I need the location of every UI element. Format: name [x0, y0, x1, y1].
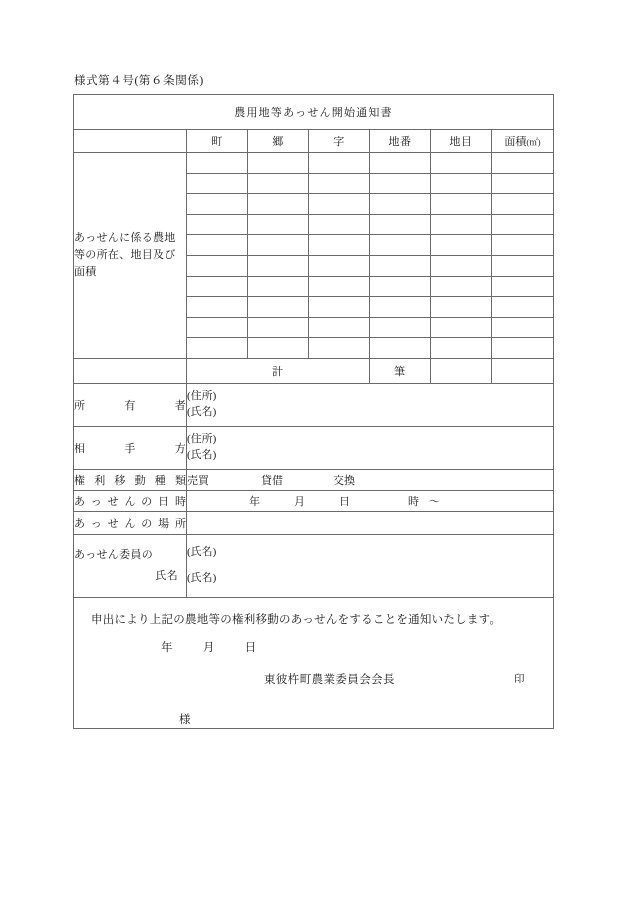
cell-village[interactable]: [248, 276, 309, 297]
cell-town[interactable]: [187, 255, 248, 276]
owner-name-label: (氏名): [187, 405, 217, 418]
footer-block: [74, 597, 554, 728]
schedule-hour: 時: [408, 495, 419, 508]
totals-row: [74, 358, 554, 383]
cell-town[interactable]: [187, 276, 248, 297]
cell-village[interactable]: [248, 214, 309, 235]
seal-icon: 印: [514, 673, 525, 685]
cell-town[interactable]: [187, 214, 248, 235]
cell-village[interactable]: [248, 194, 309, 215]
mediator-name-label-1: (氏名): [187, 546, 217, 559]
cell-area[interactable]: [492, 194, 554, 215]
schedule-month: 月: [294, 495, 305, 508]
total-label: 計: [187, 358, 370, 383]
owner-row: [74, 383, 554, 426]
column-header-town: 町: [187, 130, 248, 153]
schedule-label: あっせんの日時: [74, 490, 187, 511]
cell-aza[interactable]: [309, 297, 370, 318]
cell-area[interactable]: [492, 214, 554, 235]
place-label: あっせんの場所: [74, 511, 187, 534]
total-count-unit: 筆: [370, 358, 431, 383]
cell-area[interactable]: [492, 235, 554, 256]
cell-town[interactable]: [187, 338, 248, 359]
cell-town[interactable]: [187, 194, 248, 215]
cell-aza[interactable]: [309, 317, 370, 338]
land-entry-row[interactable]: [74, 153, 554, 174]
footer-day: 日: [244, 641, 257, 654]
cell-aza[interactable]: [309, 276, 370, 297]
cell-village[interactable]: [248, 338, 309, 359]
form-number-label: 様式第４号(第６条関係): [74, 75, 204, 87]
counterparty-address-label: (住所): [187, 433, 217, 445]
counterparty-name-label: (氏名): [187, 448, 217, 461]
schedule-row: [74, 490, 554, 511]
cell-lot-number[interactable]: [370, 276, 431, 297]
cell-aza[interactable]: [309, 153, 370, 174]
cell-town[interactable]: [187, 173, 248, 194]
mediators-label-line2: 氏名: [155, 569, 178, 582]
owner-value-cell[interactable]: [187, 383, 554, 426]
cell-town[interactable]: [187, 317, 248, 338]
cell-aza[interactable]: [309, 173, 370, 194]
option-sale[interactable]: 売買: [187, 474, 209, 487]
cell-land-category[interactable]: [431, 317, 492, 338]
owner-address-label: (住所): [187, 390, 217, 402]
cell-land-category[interactable]: [431, 338, 492, 359]
cell-land-category[interactable]: [431, 153, 492, 174]
counterparty-label: 相 手 方: [74, 426, 187, 469]
footer-addressee-suffix: 様: [179, 713, 191, 726]
footer-year: 年: [161, 641, 173, 654]
mediators-value-cell[interactable]: [187, 534, 554, 597]
total-area-cell[interactable]: [492, 358, 554, 383]
rights-transfer-label: 権利移動種類: [74, 469, 187, 490]
cell-village[interactable]: [248, 255, 309, 276]
cell-lot-number[interactable]: [370, 235, 431, 256]
schedule-tilde: ～: [429, 495, 440, 508]
total-land-category-cell[interactable]: [431, 358, 492, 383]
cell-aza[interactable]: [309, 338, 370, 359]
mediators-label: [74, 534, 187, 597]
column-header-aza: 字: [309, 130, 370, 153]
land-section-header-blank: [74, 130, 187, 153]
footer-month: 月: [202, 641, 215, 654]
cell-village[interactable]: [248, 235, 309, 256]
schedule-day: 日: [339, 495, 350, 508]
area-unit: (㎡): [526, 137, 541, 147]
cell-lot-number[interactable]: [370, 317, 431, 338]
cell-lot-number[interactable]: [370, 173, 431, 194]
cell-land-category[interactable]: [431, 173, 492, 194]
owner-label: 所 有 者: [74, 383, 187, 426]
cell-land-category[interactable]: [431, 297, 492, 318]
mediators-label-line1: あっせん委員の: [74, 549, 153, 562]
rights-transfer-options[interactable]: [187, 469, 554, 490]
schedule-value-cell[interactable]: [187, 490, 554, 511]
cell-town[interactable]: [187, 235, 248, 256]
column-header-row: [74, 130, 554, 153]
cell-area[interactable]: [492, 338, 554, 359]
cell-land-category[interactable]: [431, 214, 492, 235]
cell-aza[interactable]: [309, 214, 370, 235]
document-title: 農用地等あっせん開始通知書: [74, 95, 554, 130]
column-header-land-category: 地目: [431, 130, 492, 153]
cell-land-category[interactable]: [431, 255, 492, 276]
cell-lot-number[interactable]: [370, 255, 431, 276]
cell-lot-number[interactable]: [370, 153, 431, 174]
rights-transfer-row: [74, 469, 554, 490]
cell-land-category[interactable]: [431, 194, 492, 215]
footer-statement: 申出により上記の農地等の権利移動のあっせんをすることを通知いたします。: [91, 613, 502, 626]
cell-area[interactable]: [492, 317, 554, 338]
cell-area[interactable]: [492, 255, 554, 276]
option-lease[interactable]: 貸借: [261, 474, 283, 487]
cell-area[interactable]: [492, 173, 554, 194]
cell-land-category[interactable]: [431, 235, 492, 256]
cell-land-category[interactable]: [431, 276, 492, 297]
cell-aza[interactable]: [309, 255, 370, 276]
option-exchange[interactable]: 交換: [333, 474, 355, 487]
cell-area[interactable]: [492, 276, 554, 297]
footer-date-line[interactable]: [161, 639, 256, 655]
cell-village[interactable]: [248, 173, 309, 194]
footer-row: [74, 597, 554, 728]
cell-lot-number[interactable]: [370, 297, 431, 318]
cell-lot-number[interactable]: [370, 194, 431, 215]
counterparty-value-cell[interactable]: [187, 426, 554, 469]
schedule-year: 年: [249, 495, 260, 508]
cell-aza[interactable]: [309, 194, 370, 215]
cell-lot-number[interactable]: [370, 338, 431, 359]
counterparty-row: [74, 426, 554, 469]
totals-row-blank: [74, 358, 187, 383]
cell-area[interactable]: [492, 297, 554, 318]
place-value-cell[interactable]: [187, 511, 554, 534]
mediators-row: [74, 534, 554, 597]
column-header-village: 郷: [248, 130, 309, 153]
cell-aza[interactable]: [309, 235, 370, 256]
cell-area[interactable]: [492, 153, 554, 174]
cell-village[interactable]: [248, 297, 309, 318]
cell-town[interactable]: [187, 297, 248, 318]
place-row: [74, 511, 554, 534]
column-header-lot-number: 地番: [370, 130, 431, 153]
column-header-area: [492, 130, 554, 153]
cell-village[interactable]: [248, 317, 309, 338]
mediator-name-label-2: (氏名): [187, 571, 217, 584]
cell-lot-number[interactable]: [370, 214, 431, 235]
cell-town[interactable]: [187, 153, 248, 174]
area-header-text: 面積: [504, 136, 527, 148]
notification-form-table: [73, 94, 554, 729]
land-section-label: あっせんに係る農地等の所在、地目及び面積: [74, 153, 187, 359]
footer-signer: 東彼杵町農業委員会会長: [264, 673, 395, 686]
title-row: [74, 95, 554, 130]
cell-village[interactable]: [248, 153, 309, 174]
